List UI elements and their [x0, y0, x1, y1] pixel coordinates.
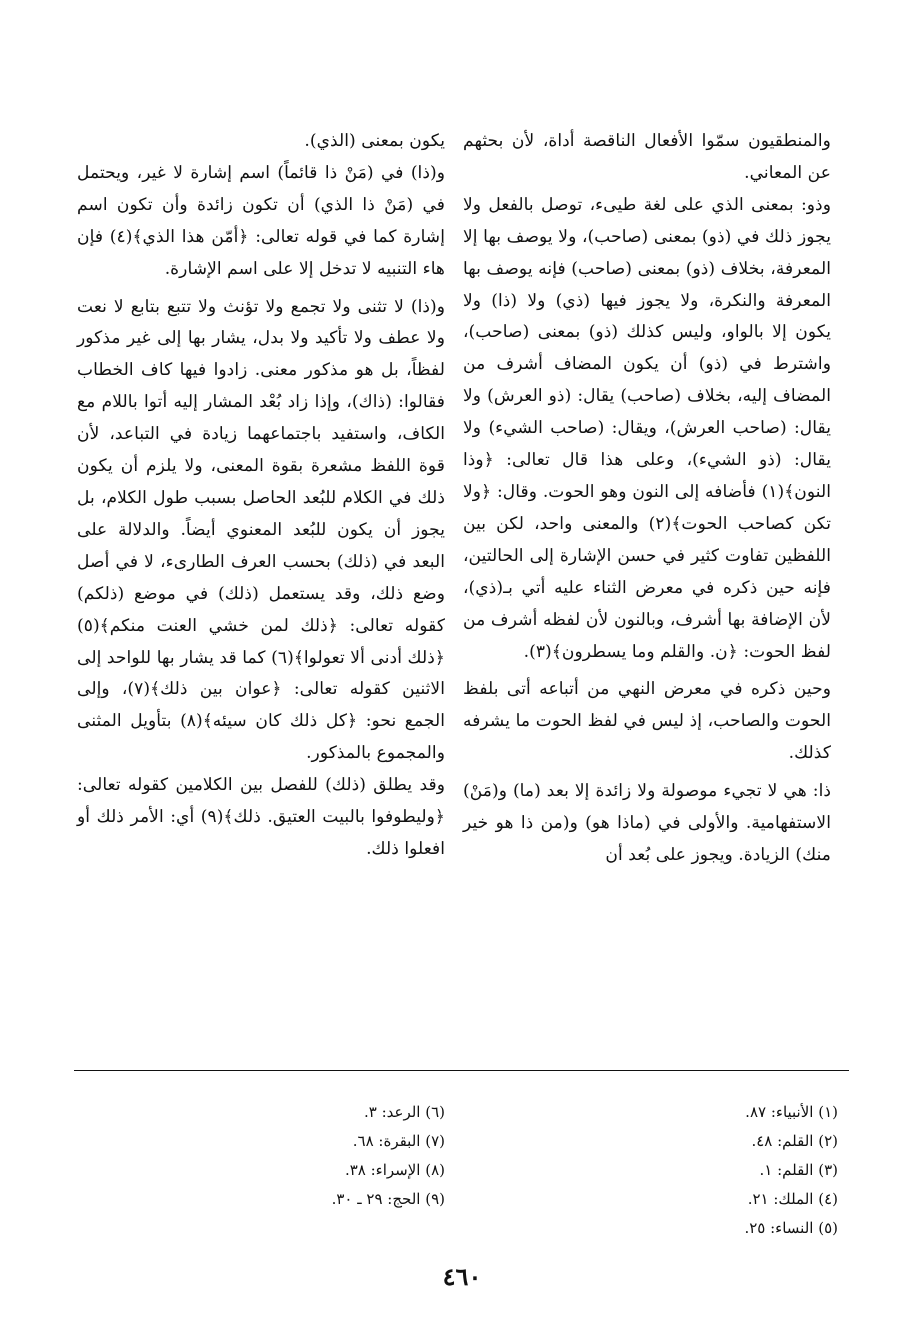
paragraph: ذا: هي لا تجيء موصولة ولا زائدة إلا بعد (ما) و(مَنْ) الاستفهامية. والأولى في (ماذا هو) و(من ذا هو خير منك) الزيادة. ويجوز على بُعد أن — [463, 781, 832, 865]
paragraph: وحين ذكره في معرض النهي من أتباعه أتى بلفظ الحوت والصاحب، إذ ليس في لفظ الحوت ما يشرفه كذلك. — [463, 679, 831, 764]
left-text-column — [77, 126, 445, 866]
footnote: (١) الأنبياء: ٨٧. — [745, 1103, 838, 1121]
footnote: (٧) البقرة: ٦٨. — [352, 1132, 445, 1150]
footnotes-right — [598, 1098, 838, 1243]
paragraph: وذو: بمعنى الذي على لغة طيىء، توصل بالفعل ولا يجوز ذلك في (ذو) بمعنى (صاحب)، ولا يوصف بها إلا المعرفة، بخلاف (ذو) بمعنى (صاحب) فإنه يوصف بها المعرفة والنكرة، ولا يجوز فيها (ذي) ولا (ذا) ولا يكون إلا بالواو، وليس كذلك (ذو) بمعنى (صاحب)، واشترط في (ذو) أن يكون المضاف أشرف من المضاف إليه، بخلاف (صاحب) يقال: (ذو العرش) ولا يقال: (صاحب العرش)، ويقال: (صاحب الشيء) ولا يقال: (ذو الشيء)، وعلى هذا قال تعالى: ﴿وذا النون﴾(١) فأضافه إلى النون وهو الحوت. وقال: ﴿ولا تكن كصاحب الحوت﴾(٢) والمعنى واحد، لكن بين اللفظين تفاوت كثير في حسن الإشارة إلى الحالتين، فإنه حين ذكره في معرض الثناء عليه أتي بـ(ذي)، لأن الإضافة بها أشرف، وبالنون لأن لفظه أشرف من لفظ الحوت: ﴿ن. والقلم وما يسطرون﴾(٣). — [463, 194, 831, 662]
footnote-divider — [74, 1070, 849, 1071]
footnote: (٦) الرعد: ٣. — [363, 1103, 445, 1121]
paragraph: و(ذا) لا تثنى ولا تجمع ولا تؤنث ولا تتبع بتابع لا نعت ولا عطف ولا تأكيد ولا بدل، يشار بها إلى غير مذكور لفظاً، بل هو مذكور معنى. زادوا فيها كاف الخطاب فقالوا: (ذاك)، وإذا زاد بُعْد المشار إليه أتوا باللام مع الكاف، واستفيد باجتماعهما زيادة في التباعد، لأن قوة اللفظ مشعرة بقوة المعنى، ولا يلزم أن يكون ذلك في الكلام للبُعد الحاصل بسبب طول الكلام، بل يجوز أن يكون للبُعد المعنوي أيضاً. والدلالة على البعد في (ذلك) بحسب العرف الطارىء، لا في أصل وضع ذلك، وقد يستعمل (ذلك) في موضع (ذلكم) كقوله تعالى: ﴿ذلك لمن خشي العنت منكم﴾(٥) ﴿ذلك أدنى ألا تعولوا﴾(٦) كما قد يشار بها للواحد إلى الاثنين كقوله تعالى: ﴿عوان بين ذلك﴾(٧)، وإلى الجمع نحو: ﴿كل ذلك كان سيئه﴾(٨) بتأويل المثنى والمجموع بالمذكور. — [77, 296, 445, 764]
footnote: (٢) القلم: ٤٨. — [751, 1132, 838, 1150]
footnote: (٨) الإسراء: ٣٨. — [344, 1161, 445, 1179]
footnote: (٤) الملك: ٢١. — [747, 1190, 838, 1208]
paragraph: و(ذا) في (مَنْ ذا قائماً) اسم إشارة لا غير، ويحتمل في (مَنْ ذا الذي) أن تكون زائدة وأن تكون اسم إشارة كما في قوله تعالى: ﴿أمّن هذا الذي﴾(٤) فإن هاء التنبيه لا تدخل إلا على اسم الإشارة. — [77, 162, 445, 279]
paragraph: وقد يطلق (ذلك) للفصل بين الكلامين كقوله تعالى: ﴿وليطوفوا بالبيت العتيق. ذلك﴾(٩) أي: الأمر ذلك أو افعلوا ذلك. — [77, 775, 445, 859]
paragraph: والمنطقيون سمّوا الأفعال الناقصة أداة، لأن بحثهم عن المعاني. — [463, 131, 831, 183]
footnote: (٣) القلم: ١. — [759, 1161, 838, 1179]
footnote: (٩) الحج: ٢٩ ـ ٣٠. — [331, 1190, 445, 1208]
right-text-column — [463, 126, 831, 872]
footnote: (٥) النساء: ٢٥. — [744, 1219, 838, 1237]
page-number: ٤٦٠ — [442, 1262, 482, 1291]
paragraph: يكون بمعنى (الذي). — [304, 131, 445, 151]
footnotes-left — [205, 1098, 445, 1214]
